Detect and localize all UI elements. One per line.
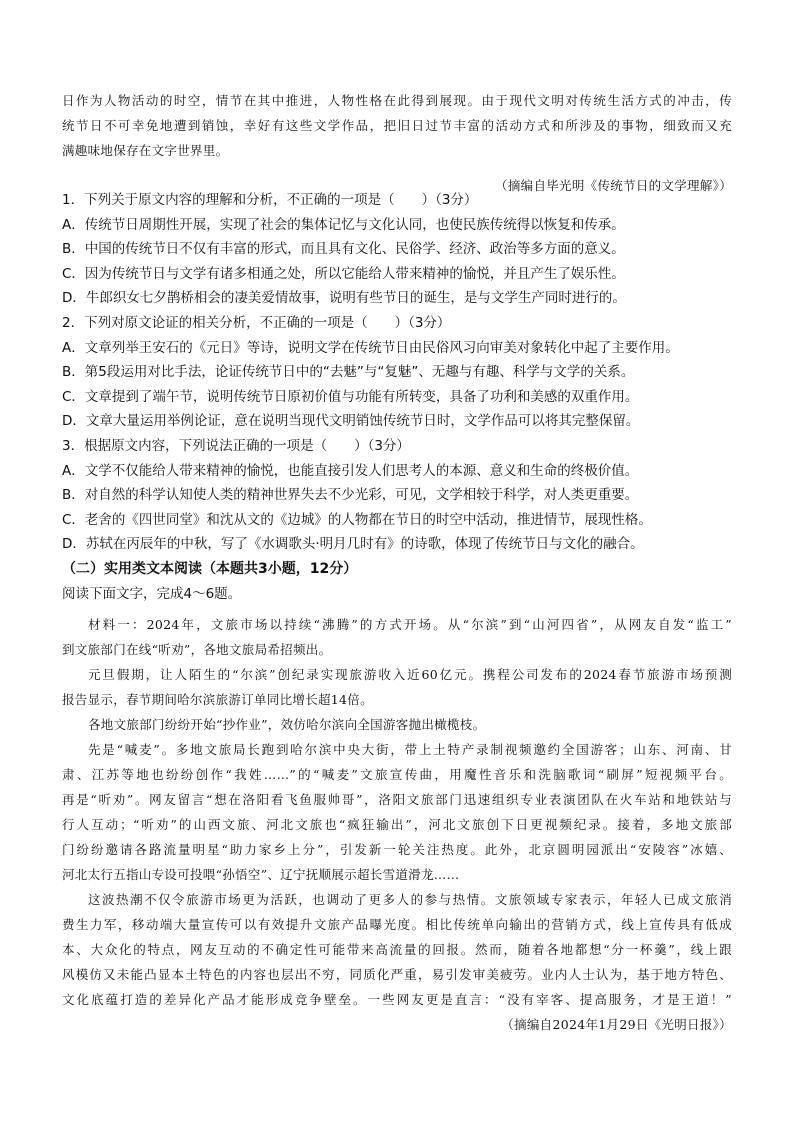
question-stem: 1．下列关于原文内容的理解和分析，不正确的一项是（ ）（3分） (62, 192, 478, 208)
material-line: 这波热潮不仅令旅游市场更为活跃，也调动了更多人的参与热情。文旅领域专家表示，年轻人已成文旅消 (88, 892, 732, 907)
question-stem: 2．下列对原文论证的相关分析，不正确的一项是（ ）（3分） (62, 314, 451, 331)
question-option: B．第5段运用对比手法，论证传统节日中的“去魅”与“复魅”、无趣与有趣、科学与文学的关系。 (62, 364, 635, 381)
material-line: 先是“喊麦”。多地文旅局长跑到哈尔滨中央大街，带上土特产录制视频邀约全国游客；山东、河南、甘 (88, 742, 732, 757)
material-source: （摘编自2024年1月29日《光明日报》） (501, 1017, 732, 1032)
material-line: 费生力军，移动端大量宣传可以有效提升文旅产品曝光度。相比传统单向输出的营销方式，线上宣传具有低成 (62, 917, 732, 932)
passage-line: 日作为人物活动的时空，情节在其中推进，人物性格在此得到展现。由于现代文明对传统生活方式的冲击，传 (62, 93, 732, 108)
material-line: 本、大众化的特点，网友互动的不确定性可能带来高流量的回报。然而，随着各地都想“分一杯羹”，线上跟 (62, 942, 732, 957)
material-line: 再是“听劝”。网友留言“想在洛阳看飞鱼服帅哥”，洛阳文旅部门迅速组织专业表演团队在火车站和地铁站与 (62, 792, 732, 807)
section-heading: （二）实用类文本阅读（本题共3小题，12分） (62, 560, 358, 577)
question-option: C．因为传统节日与文学有诸多相通之处，所以它能给人带来精神的愉悦，并且产生了娱乐性。 (62, 265, 625, 282)
question-option: D．文章大量运用举例论证，意在说明当现代文明销蚀传统节日时，文学作品可以将其完整保留。 (62, 413, 640, 430)
material-line: 材料一：2024年，文旅市场以持续“沸腾”的方式开场。从“尔滨”到“山河四省”，从网友自发“监工” (88, 617, 732, 632)
section-instruction: 阅读下面文字，完成4～6题。 (62, 585, 242, 602)
passage-line: 满趣味地保存在文字世界里。 (62, 143, 229, 158)
question-option: B．对自然的科学认知使人类的精神世界失去不少光彩，可见，文学相较于科学，对人类更重要。 (62, 487, 639, 504)
material-line: 报告显示，春节期间哈尔滨旅游订单同比增长超14倍。 (62, 692, 373, 707)
material-line: 门纷纷邀请各路流量明星“助力家乡上分”，引发新一轮关注热度。此外，北京圆明园派出“安陵容”冰嬉、 (62, 842, 732, 857)
question-option: A．传统节日周期性开展，实现了社会的集体记忆与文化认同，也使民族传统得以恢复和传承。 (62, 216, 625, 233)
material-line: 行人互动；“听劝”的山西文旅、河北文旅也“疯狂输出”，河北文旅创下日更视频纪录。接着，多地文旅部 (62, 817, 732, 832)
material-line: 各地文旅部门纷纷开始“抄作业”，效仿哈尔滨向全国游客抛出橄榄枝。 (88, 717, 486, 732)
questions-section (62, 188, 732, 606)
passage-source: （摘编自毕光明《传统节日的文学理解》） (495, 178, 732, 193)
question-option: C．老舍的《四世同堂》和沈从文的《边城》的人物都在节日的时空中活动，推进情节，展现性格。 (62, 511, 652, 528)
question-option: D．牛郎织女七夕鹊桥相会的凄美爱情故事，说明有些节日的诞生，是与文学生产同时进行的。 (62, 290, 626, 307)
question-option: C．文章提到了端午节，说明传统节日原初价值与功能有所转变，具备了功利和美感的双重作用。 (62, 388, 639, 405)
material-line: 河北太行五指山专设可投喂“孙悟空”、辽宁抚顺展示超长雪道滑龙…… (62, 867, 460, 882)
material-line: 风模仿又未能凸显本土特色的内容也层出不穷，同质化严重，易引发审美疲劳。业内人士认为，基于地方特色、 (62, 967, 732, 982)
material-passage (62, 612, 732, 1037)
question-stem: 3．根据原文内容，下列说法正确的一项是（ ）（3分） (62, 437, 410, 454)
material-line: 文化底蕴打造的差异化产品才能形成竞争壁垒。一些网友更是直言：“没有宰客、提高服务，才是王道！” (62, 992, 732, 1007)
question-option: A．文章列举王安石的《元日》等诗，说明文学在传统节日由民俗风习向审美对象转化中起了主要作用。 (62, 339, 679, 356)
question-option: B．中国的传统节日不仅有丰富的形式，而且具有文化、民俗学、经济、政治等多方面的意义。 (62, 241, 625, 258)
passage-continuation (62, 88, 732, 198)
material-line: 肃、江苏等地也纷纷创作“我姓……”的“喊麦”文旅宣传曲，用魔性音乐和洗脑歌词“刷屏”短视频平台。 (62, 767, 732, 782)
question-option: D．苏轼在丙辰年的中秋，写了《水调歌头·明月几时有》的诗歌，体现了传统节日与文化的融合。 (62, 536, 644, 553)
passage-line: 统节日不可幸免地遭到销蚀，幸好有这些文学作品，把旧日过节丰富的活动方式和所涉及的事物，细致而又充 (62, 118, 732, 133)
material-line: 元旦假期，让人陌生的“尔滨”创纪录实现旅游收入近60亿元。携程公司发布的2024春节旅游市场预测 (88, 667, 732, 682)
question-option: A．文学不仅能给人带来精神的愉悦，也能直接引发人们思考人的本源、意义和生命的终极价值。 (62, 462, 639, 479)
material-line: 到文旅部门在线“听劝”，各地文旅局希招频出。 (62, 642, 332, 657)
